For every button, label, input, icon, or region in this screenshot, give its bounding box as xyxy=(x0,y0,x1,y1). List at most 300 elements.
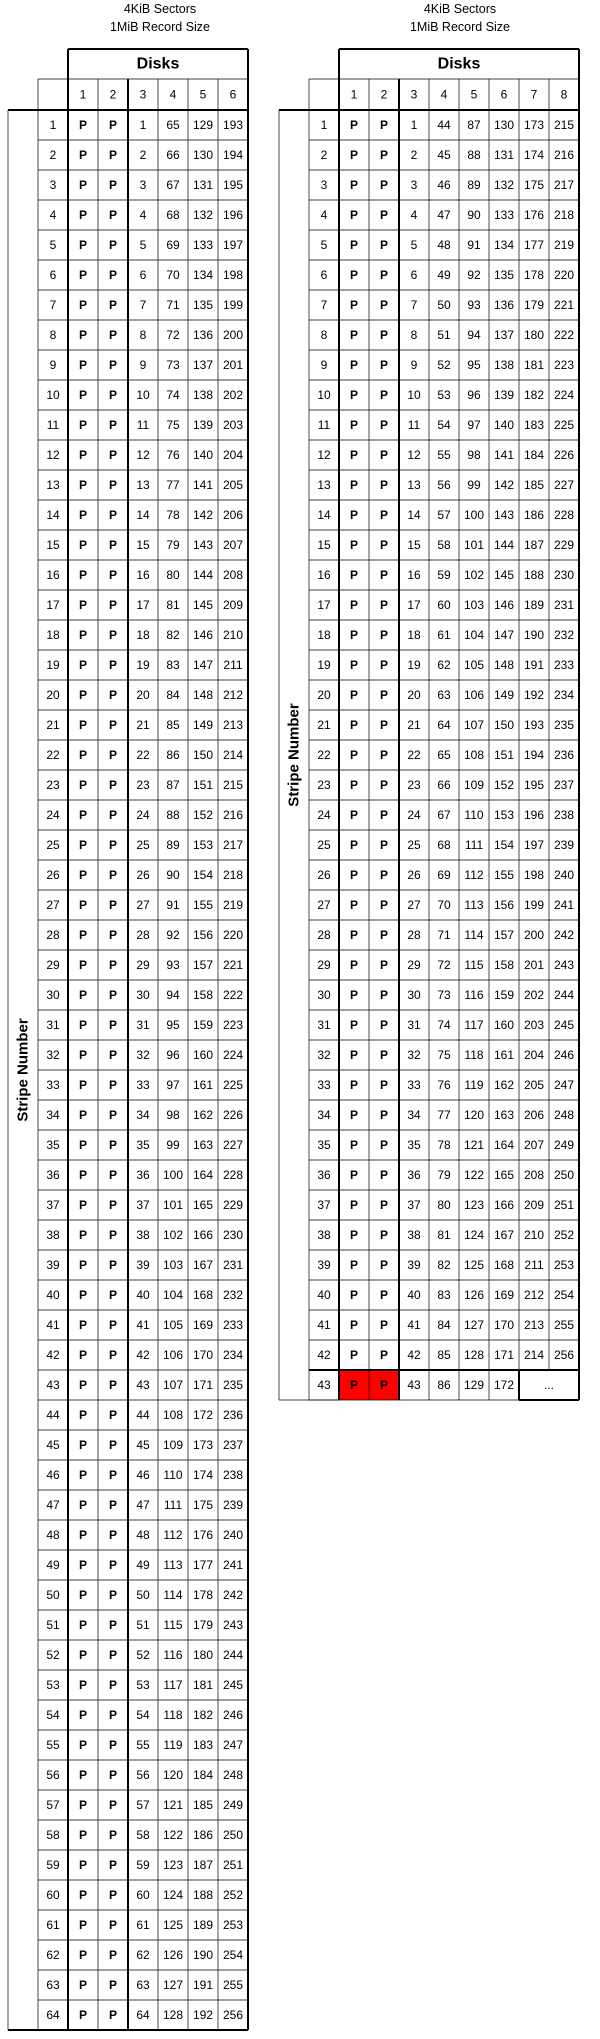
t0-data-cell: 107 xyxy=(162,1378,184,1392)
t1-data-cell: 201 xyxy=(523,958,545,972)
t0-parity-cell: P xyxy=(78,238,88,252)
t1-data-cell: 248 xyxy=(553,1108,575,1122)
t0-parity-cell: P xyxy=(108,928,118,942)
t0-data-cell: 243 xyxy=(222,1618,244,1632)
t0-parity-cell: P xyxy=(108,838,118,852)
t0-data-cell: 22 xyxy=(136,748,150,762)
t0-data-cell: 146 xyxy=(192,628,214,642)
t0-data-cell: 208 xyxy=(222,568,244,582)
t0-parity-cell: P xyxy=(78,1558,88,1572)
t0-stripe-number: 10 xyxy=(46,388,60,402)
t0-data-cell: 113 xyxy=(163,1558,183,1572)
t0-stripe-number: 36 xyxy=(46,1168,60,1182)
t1-data-cell: 225 xyxy=(553,418,575,432)
t0-data-cell: 191 xyxy=(192,1978,214,1992)
t1-data-cell: 141 xyxy=(493,448,515,462)
t1-data-cell: 98 xyxy=(467,448,481,462)
t0-data-cell: 39 xyxy=(136,1258,150,1272)
t0-parity-cell: P xyxy=(108,1198,118,1212)
t1-parity-cell: P xyxy=(379,238,389,252)
t0-stripe-number: 54 xyxy=(46,1708,60,1722)
t1-data-cell: 10 xyxy=(407,388,421,402)
t0-parity-cell: P xyxy=(78,1348,88,1362)
t0-data-cell: 212 xyxy=(222,688,244,702)
t0-data-cell: 34 xyxy=(136,1108,150,1122)
t0-parity-cell: P xyxy=(78,1498,88,1512)
t0-data-cell: 23 xyxy=(136,778,150,792)
t0-parity-cell: P xyxy=(78,778,88,792)
t1-data-cell: 168 xyxy=(493,1258,515,1272)
t0-data-cell: 81 xyxy=(166,598,180,612)
t0-data-cell: 19 xyxy=(136,658,150,672)
t1-data-cell: 162 xyxy=(493,1078,515,1092)
t1-stripe-number: 18 xyxy=(317,628,331,642)
t0-data-cell: 224 xyxy=(222,1048,244,1062)
t1-parity-cell: P xyxy=(349,178,359,192)
t0-data-cell: 163 xyxy=(192,1138,214,1152)
t1-parity-cell: P xyxy=(379,1258,389,1272)
t0-parity-cell: P xyxy=(78,1078,88,1092)
t0-data-cell: 106 xyxy=(162,1348,184,1362)
t1-data-cell: 99 xyxy=(467,478,481,492)
t1-data-cell: 70 xyxy=(437,898,451,912)
t1-parity-cell: P xyxy=(349,388,359,402)
t1-parity-cell: P xyxy=(349,328,359,342)
t0-parity-cell: P xyxy=(78,148,88,162)
t0-parity-cell: P xyxy=(78,538,88,552)
t1-stripe-number: 22 xyxy=(317,748,331,762)
t0-data-cell: 131 xyxy=(192,178,214,192)
t0-data-cell: 143 xyxy=(192,538,214,552)
t0-stripe-number: 53 xyxy=(46,1678,60,1692)
t0-parity-cell: P xyxy=(108,568,118,582)
t0-parity-cell: P xyxy=(78,1258,88,1272)
t1-data-cell: 134 xyxy=(493,238,515,252)
t0-parity-cell: P xyxy=(78,1888,88,1902)
t1-data-cell: 79 xyxy=(437,1168,451,1182)
t1-data-cell: 37 xyxy=(407,1198,421,1212)
t0-stripe-number: 28 xyxy=(46,928,60,942)
t1-parity-cell: P xyxy=(379,1348,389,1362)
t1-data-cell: 46 xyxy=(437,178,451,192)
t0-data-cell: 239 xyxy=(222,1498,244,1512)
t1-data-cell: 207 xyxy=(523,1138,545,1152)
t1-data-cell: 253 xyxy=(553,1258,575,1272)
t0-data-cell: 214 xyxy=(222,748,244,762)
t0-data-cell: 152 xyxy=(192,808,214,822)
t1-parity-cell: P xyxy=(379,1138,389,1152)
t0-parity-cell: P xyxy=(78,838,88,852)
t0-parity-cell: P xyxy=(108,1648,118,1662)
t1-parity-cell: P xyxy=(349,1228,359,1242)
t1-data-cell: 255 xyxy=(553,1318,575,1332)
t0-parity-cell: P xyxy=(108,1978,118,1992)
t0-parity-cell: P xyxy=(108,1768,118,1782)
t1-data-cell: 227 xyxy=(553,478,575,492)
t1-data-cell: 171 xyxy=(493,1348,515,1362)
t1-parity-cell: P xyxy=(379,688,389,702)
t0-data-cell: 242 xyxy=(222,1588,244,1602)
t0-stripe-number: 39 xyxy=(46,1258,60,1272)
t1-data-cell: 45 xyxy=(437,148,451,162)
t0-parity-cell: P xyxy=(78,1468,88,1482)
t0-parity-cell: P xyxy=(78,508,88,522)
t1-data-cell: 156 xyxy=(493,898,515,912)
t0-parity-cell: P xyxy=(78,928,88,942)
t1-parity-cell: P xyxy=(349,688,359,702)
t0-data-cell: 95 xyxy=(166,1018,180,1032)
t0-stripe-number: 48 xyxy=(46,1528,60,1542)
t1-data-cell: 202 xyxy=(523,988,545,1002)
t1-parity-cell: P xyxy=(349,358,359,372)
t0-parity-cell: P xyxy=(108,1228,118,1242)
t0-data-cell: 114 xyxy=(163,1588,183,1602)
t0-data-cell: 228 xyxy=(222,1168,244,1182)
t0-data-cell: 196 xyxy=(222,208,244,222)
t0-data-cell: 133 xyxy=(192,238,214,252)
t0-data-cell: 92 xyxy=(166,928,180,942)
t0-stripe-number: 4 xyxy=(49,208,57,222)
t1-data-cell: 21 xyxy=(407,718,421,732)
t1-data-cell: 226 xyxy=(553,448,575,462)
t1-data-cell: 250 xyxy=(553,1168,575,1182)
t1-data-cell: 176 xyxy=(523,208,545,222)
t1-data-cell: 221 xyxy=(553,298,575,312)
t0-parity-cell: P xyxy=(78,268,88,282)
t0-data-cell: 47 xyxy=(136,1498,150,1512)
t0-data-cell: 70 xyxy=(166,268,180,282)
t0-data-cell: 142 xyxy=(192,508,214,522)
t1-data-cell: 151 xyxy=(493,748,515,762)
t0-data-cell: 88 xyxy=(166,808,180,822)
t1-parity-cell: P xyxy=(379,268,389,282)
t1-parity-cell: P xyxy=(379,388,389,402)
t1-data-cell: 47 xyxy=(437,208,451,222)
t1-data-cell: 128 xyxy=(463,1348,485,1362)
t0-data-cell: 86 xyxy=(166,748,180,762)
t1-data-cell: 222 xyxy=(553,328,575,342)
t0-data-cell: 108 xyxy=(162,1408,184,1422)
t0-data-cell: 219 xyxy=(222,898,244,912)
t1-parity-cell: P xyxy=(349,988,359,1002)
t0-data-cell: 58 xyxy=(136,1828,150,1842)
t0-parity-cell: P xyxy=(108,1378,118,1392)
t0-data-cell: 137 xyxy=(192,358,214,372)
t0-stripe-number: 45 xyxy=(46,1438,60,1452)
t1-data-cell: 68 xyxy=(437,838,451,852)
t0-data-cell: 87 xyxy=(166,778,180,792)
t1-data-cell: 243 xyxy=(553,958,575,972)
t0-data-cell: 246 xyxy=(222,1708,244,1722)
t1-data-cell: 88 xyxy=(467,148,481,162)
t0-data-cell: 63 xyxy=(136,1978,150,1992)
t0-data-cell: 256 xyxy=(222,2008,244,2022)
t0-data-cell: 226 xyxy=(222,1108,244,1122)
t0-parity-cell: P xyxy=(78,688,88,702)
t0-parity-cell: P xyxy=(108,118,118,132)
t0-data-cell: 210 xyxy=(222,628,244,642)
t0-stripe-number: 16 xyxy=(46,568,60,582)
t1-data-cell: 219 xyxy=(553,238,575,252)
t0-data-cell: 235 xyxy=(222,1378,244,1392)
t1-parity-cell: P xyxy=(379,1018,389,1032)
t0-stripe-number: 62 xyxy=(46,1948,60,1962)
t0-data-cell: 1 xyxy=(139,118,147,132)
right-caption-line-1: 4KiB Sectors xyxy=(423,2,497,16)
t0-parity-cell: P xyxy=(78,718,88,732)
t0-data-cell: 36 xyxy=(136,1168,150,1182)
t0-data-cell: 37 xyxy=(136,1198,150,1212)
t0-data-cell: 132 xyxy=(192,208,214,222)
t0-parity-cell: P xyxy=(108,508,118,522)
t0-parity-cell: P xyxy=(108,448,118,462)
t0-data-cell: 76 xyxy=(166,448,180,462)
t0-parity-cell: P xyxy=(78,1738,88,1752)
t0-parity-cell: P xyxy=(108,358,118,372)
t1-data-cell: 194 xyxy=(523,748,545,762)
t0-data-cell: 118 xyxy=(163,1708,183,1722)
t0-data-cell: 201 xyxy=(222,358,244,372)
t0-data-cell: 62 xyxy=(136,1948,150,1962)
t1-data-cell: 120 xyxy=(463,1108,485,1122)
t1-parity-cell: P xyxy=(349,1138,359,1152)
t1-parity-cell: P xyxy=(349,778,359,792)
t0-data-cell: 53 xyxy=(136,1678,150,1692)
t1-data-cell: 192 xyxy=(523,688,545,702)
t0-stripe-number: 26 xyxy=(46,868,60,882)
t1-parity-cell: P xyxy=(349,418,359,432)
t0-data-cell: 32 xyxy=(136,1048,150,1062)
t1-data-cell: 199 xyxy=(523,898,545,912)
t0-data-cell: 80 xyxy=(166,568,180,582)
t0-data-cell: 195 xyxy=(222,178,244,192)
t0-data-cell: 250 xyxy=(222,1828,244,1842)
t1-stripe-number: 28 xyxy=(317,928,331,942)
left-caption-line-2: 1MiB Record Size xyxy=(109,20,211,34)
t0-disk-column-label: 6 xyxy=(229,87,237,102)
t1-parity-cell: P xyxy=(379,1048,389,1062)
t1-data-cell: 23 xyxy=(407,778,421,792)
t1-data-cell: 181 xyxy=(523,358,545,372)
t0-data-cell: 204 xyxy=(222,448,244,462)
t0-parity-cell: P xyxy=(108,1408,118,1422)
t1-parity-cell: P xyxy=(379,508,389,522)
t0-data-cell: 165 xyxy=(192,1198,214,1212)
t0-data-cell: 41 xyxy=(136,1318,150,1332)
t0-data-cell: 60 xyxy=(136,1888,150,1902)
t1-stripe-number: 29 xyxy=(317,958,331,972)
t0-data-cell: 166 xyxy=(192,1228,214,1242)
t1-data-cell: 203 xyxy=(523,1018,545,1032)
t0-stripe-number: 52 xyxy=(46,1648,60,1662)
t0-data-cell: 216 xyxy=(222,808,244,822)
t1-data-cell: 9 xyxy=(410,358,418,372)
t0-parity-cell: P xyxy=(108,748,118,762)
t0-parity-cell: P xyxy=(108,778,118,792)
t0-parity-cell: P xyxy=(78,1588,88,1602)
t0-stripe-number: 24 xyxy=(46,808,60,822)
t0-data-cell: 207 xyxy=(222,538,244,552)
t0-stripe-number: 31 xyxy=(46,1018,60,1032)
t1-data-cell: 118 xyxy=(464,1048,484,1062)
t0-data-cell: 24 xyxy=(136,808,150,822)
t1-data-cell: 237 xyxy=(553,778,575,792)
t1-data-cell: 101 xyxy=(463,538,485,552)
t1-parity-cell: P xyxy=(379,988,389,1002)
t1-data-cell: 4 xyxy=(410,208,418,222)
t1-stripe-number: 31 xyxy=(317,1018,331,1032)
t1-stripe-number: 25 xyxy=(317,838,331,852)
t1-data-cell: 18 xyxy=(407,628,421,642)
t1-data-cell: 238 xyxy=(553,808,575,822)
t1-stripe-number: 8 xyxy=(320,328,328,342)
t0-data-cell: 139 xyxy=(192,418,214,432)
t0-data-cell: 89 xyxy=(166,838,180,852)
t0-data-cell: 64 xyxy=(136,2008,150,2022)
t1-disks-header: Disks xyxy=(437,55,481,73)
t1-data-cell: 172 xyxy=(493,1378,515,1392)
t1-stripe-number: 6 xyxy=(320,268,328,282)
t0-parity-cell: P xyxy=(108,1708,118,1722)
t1-data-cell: 91 xyxy=(467,238,481,252)
t1-data-cell: 82 xyxy=(437,1258,451,1272)
t1-data-cell: 142 xyxy=(493,478,515,492)
t0-parity-cell: P xyxy=(108,298,118,312)
t0-data-cell: 98 xyxy=(166,1108,180,1122)
t0-data-cell: 189 xyxy=(192,1918,214,1932)
t1-data-cell: 169 xyxy=(493,1288,515,1302)
t0-stripe-number: 25 xyxy=(46,838,60,852)
t1-data-cell: 235 xyxy=(553,718,575,732)
t1-disk-column-label: 2 xyxy=(380,87,388,102)
t0-data-cell: 161 xyxy=(192,1078,214,1092)
t1-disk-column-label: 5 xyxy=(470,87,478,102)
t0-parity-cell: P xyxy=(78,628,88,642)
t0-data-cell: 46 xyxy=(136,1468,150,1482)
t1-stripe-number: 16 xyxy=(317,568,331,582)
t0-disk-column-label: 2 xyxy=(109,87,117,102)
t0-data-cell: 232 xyxy=(222,1288,244,1302)
t0-data-cell: 190 xyxy=(192,1948,214,1962)
t0-data-cell: 251 xyxy=(222,1858,244,1872)
t1-stripe-number: 36 xyxy=(317,1168,331,1182)
t1-stripe-number: 9 xyxy=(320,358,328,372)
t1-data-cell: 185 xyxy=(523,478,545,492)
t1-data-cell: 11 xyxy=(407,418,421,432)
t0-parity-cell: P xyxy=(108,1858,118,1872)
t0-data-cell: 74 xyxy=(166,388,180,402)
t0-data-cell: 73 xyxy=(166,358,180,372)
t1-parity-cell: P xyxy=(379,808,389,822)
t0-data-cell: 215 xyxy=(222,778,244,792)
t1-data-cell: 208 xyxy=(523,1168,545,1182)
t0-parity-cell: P xyxy=(108,1498,118,1512)
t1-data-cell: 161 xyxy=(493,1048,515,1062)
t1-data-cell: 80 xyxy=(437,1198,451,1212)
t0-data-cell: 167 xyxy=(192,1258,214,1272)
t0-parity-cell: P xyxy=(78,1198,88,1212)
t0-parity-cell: P xyxy=(108,1918,118,1932)
t0-data-cell: 182 xyxy=(192,1708,214,1722)
t1-data-cell: 16 xyxy=(407,568,421,582)
t0-data-cell: 141 xyxy=(192,478,214,492)
t1-parity-cell: P xyxy=(349,508,359,522)
t1-data-cell: 35 xyxy=(407,1138,421,1152)
t1-data-cell: 242 xyxy=(553,928,575,942)
t1-data-cell: 216 xyxy=(553,148,575,162)
t0-data-cell: 248 xyxy=(222,1768,244,1782)
t1-data-cell: 205 xyxy=(523,1078,545,1092)
t1-data-cell: 56 xyxy=(437,478,451,492)
t0-stripe-number: 17 xyxy=(46,598,60,612)
t0-stripe-number: 18 xyxy=(46,628,60,642)
t0-data-cell: 109 xyxy=(162,1438,184,1452)
t1-data-cell: 30 xyxy=(407,988,421,1002)
t1-data-cell: 25 xyxy=(407,838,421,852)
t1-data-cell: 65 xyxy=(437,748,451,762)
t1-data-cell: 138 xyxy=(493,358,515,372)
t1-data-cell: 39 xyxy=(407,1258,421,1272)
t1-data-cell: 245 xyxy=(553,1018,575,1032)
t1-parity-cell: P xyxy=(349,598,359,612)
t0-parity-cell: P xyxy=(108,478,118,492)
t0-data-cell: 223 xyxy=(222,1018,244,1032)
t1-data-cell: 104 xyxy=(463,628,485,642)
t1-data-cell: 241 xyxy=(553,898,575,912)
t1-data-cell: 177 xyxy=(523,238,545,252)
t1-parity-cell: P xyxy=(379,1228,389,1242)
t0-stripe-number: 46 xyxy=(46,1468,60,1482)
t0-data-cell: 12 xyxy=(136,448,150,462)
t1-data-cell: 229 xyxy=(553,538,575,552)
t1-data-cell: 14 xyxy=(407,508,421,522)
t1-data-cell: 164 xyxy=(493,1138,515,1152)
t1-data-cell: 86 xyxy=(437,1378,451,1392)
t0-data-cell: 249 xyxy=(222,1798,244,1812)
t1-parity-cell: P xyxy=(379,1078,389,1092)
t0-parity-cell: P xyxy=(108,718,118,732)
t1-stripe-number: 13 xyxy=(317,478,331,492)
t0-parity-cell: P xyxy=(78,988,88,1002)
t0-data-cell: 135 xyxy=(192,298,214,312)
t0-data-cell: 48 xyxy=(136,1528,150,1542)
t0-data-cell: 30 xyxy=(136,988,150,1002)
t0-data-cell: 236 xyxy=(222,1408,244,1422)
t1-stripe-number: 30 xyxy=(317,988,331,1002)
t0-stripe-number: 51 xyxy=(46,1618,60,1632)
t0-data-cell: 169 xyxy=(192,1318,214,1332)
t1-data-cell: 50 xyxy=(437,298,451,312)
t0-data-cell: 175 xyxy=(192,1498,214,1512)
t0-data-cell: 82 xyxy=(166,628,180,642)
t1-data-cell: 124 xyxy=(463,1228,485,1242)
t0-parity-cell: P xyxy=(108,1588,118,1602)
t0-stripe-number-label: Stripe Number xyxy=(14,1018,32,1122)
t0-data-cell: 222 xyxy=(222,988,244,1002)
t0-data-cell: 140 xyxy=(192,448,214,462)
t1-data-cell: 26 xyxy=(407,868,421,882)
t0-data-cell: 221 xyxy=(222,958,244,972)
t1-stripe-number: 43 xyxy=(317,1378,331,1392)
t1-stripe-number: 7 xyxy=(320,298,328,312)
t0-data-cell: 69 xyxy=(166,238,180,252)
t1-data-cell: 211 xyxy=(524,1258,544,1272)
t0-stripe-number: 20 xyxy=(46,688,60,702)
t0-data-cell: 174 xyxy=(192,1468,214,1482)
t0-parity-cell: P xyxy=(78,748,88,762)
t1-data-cell: 206 xyxy=(523,1108,545,1122)
t0-parity-cell: P xyxy=(78,1288,88,1302)
